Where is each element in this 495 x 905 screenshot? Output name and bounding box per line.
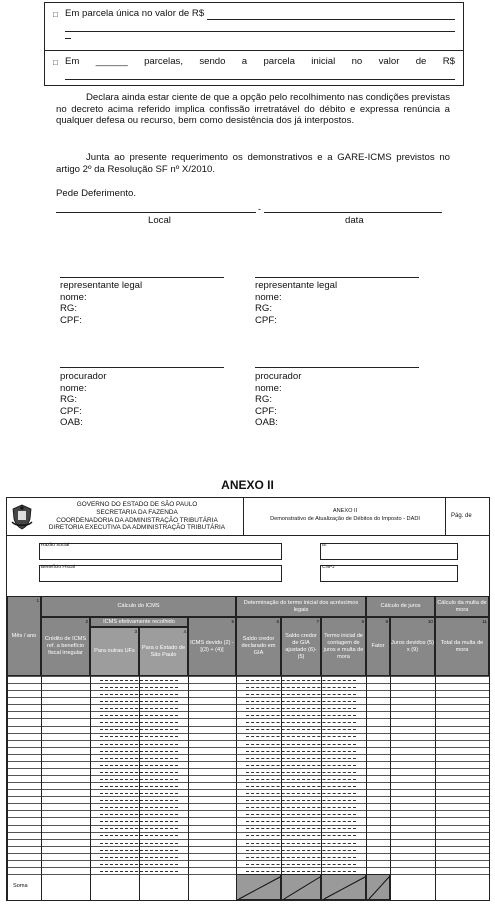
table-row [7, 796, 489, 797]
row-dotted-guide [246, 857, 356, 858]
col-header-outras-ufs [90, 627, 139, 676]
proc-title: procurador [255, 371, 302, 382]
group-header-calc-icms [41, 596, 236, 617]
date-label: data [345, 215, 364, 226]
local-label: Local [148, 215, 171, 226]
option-single-payment [45, 3, 463, 51]
disabled-cell [321, 874, 366, 900]
header-text: Saldo credor de GIA ajustado (6)-(5) [285, 632, 317, 660]
table-row [7, 803, 489, 804]
column-divider [435, 676, 436, 900]
col-number: 10 [427, 619, 433, 624]
gov-line: GOVERNO DO ESTADO DE SÃO PAULO [76, 501, 198, 508]
proc-title: procurador [60, 371, 107, 382]
state-crest-icon [10, 504, 34, 530]
cpf-label: CPF: [60, 405, 82, 417]
header-text: Para o Estado de São Paulo [141, 644, 186, 658]
value-line[interactable] [65, 68, 455, 80]
proc-signature-line-right[interactable] [255, 367, 419, 368]
column-divider [321, 676, 322, 900]
row-dotted-guide [246, 694, 356, 695]
razao-social-field[interactable] [39, 543, 282, 560]
page-label: Pág. de [451, 513, 472, 519]
dadi-form [6, 497, 490, 901]
word: Em [65, 56, 80, 67]
dadi-table [7, 596, 489, 900]
table-row [7, 846, 489, 847]
col-header-termo-inicial [321, 617, 366, 676]
row-dotted-guide [246, 779, 356, 780]
rep-title: representante legal [60, 280, 143, 291]
row-dotted-guide [246, 758, 356, 759]
table-row [7, 690, 489, 691]
col-number: 4 [183, 629, 186, 634]
rg-label: RG: [255, 303, 273, 315]
gov-line: COORDENADORIA DA ADMINISTRAÇÃO TRIBUTÁRIA [56, 516, 218, 524]
oab-label: OAB: [60, 417, 83, 429]
row-dotted-guide [246, 793, 356, 794]
annex-line: ANEXO II [332, 508, 358, 514]
column-divider [7, 676, 8, 900]
soma-label: Soma [13, 883, 28, 889]
installment-count-blank[interactable]: ______ [95, 56, 128, 67]
header-text: Para outras UFs [94, 648, 135, 654]
col-number: 3 [134, 629, 137, 634]
table-row [7, 683, 489, 684]
table-row [7, 676, 489, 677]
header-text: Total da multa de mora [440, 639, 484, 653]
header-text: Cálculo da multa de mora [437, 599, 487, 613]
option-installments-text [65, 56, 455, 68]
col-number: 8 [361, 619, 364, 624]
annex-heading [245, 507, 445, 523]
gov-line: SECRETARIA DA FAZENDA [96, 508, 178, 516]
row-dotted-guide [246, 821, 356, 822]
column-divider [489, 676, 490, 900]
col-header-saldo-ajustado [281, 617, 321, 676]
table-row [7, 740, 489, 741]
field-label: Benefício Fiscal [41, 565, 75, 570]
rg-label: RG: [60, 394, 78, 406]
group-header-determinacao [236, 596, 366, 617]
declaration-paragraph-1 [56, 92, 450, 127]
row-dotted-guide [246, 729, 356, 730]
proc-block-right [255, 371, 301, 429]
table-row [7, 704, 489, 705]
row-dotted-guide [246, 687, 356, 688]
government-heading [37, 501, 237, 532]
row-dotted-guide [246, 765, 356, 766]
table-row [7, 754, 489, 755]
table-row [7, 697, 489, 698]
word: de [415, 56, 427, 67]
annex-line: Demonstrativo de Atualização de Débitos do Imposto - DADI [270, 516, 420, 522]
oab-label: OAB: [255, 417, 278, 429]
row-dotted-guide [246, 751, 356, 752]
declaration-text-2: Junta ao presente requerimento os demonstrativos e a GARE-ICMS previstos no artigo 2º da Resolução SF nº X/2010. [56, 152, 450, 175]
row-dotted-guide [246, 744, 356, 745]
field-label: Razão Social [41, 543, 70, 548]
table-row [7, 832, 489, 833]
col-number: 6 [276, 619, 279, 624]
disabled-cell [281, 874, 321, 900]
column-divider [188, 676, 189, 900]
table-row [7, 733, 489, 734]
word: valor [378, 56, 400, 67]
local-line[interactable] [56, 212, 256, 213]
cpf-label: CPF: [255, 314, 277, 326]
table-row [7, 726, 489, 727]
separator-dash: - [258, 204, 261, 214]
col-header-total-multa [435, 617, 489, 676]
cpf-label: CPF: [255, 405, 277, 417]
table-row [7, 775, 489, 776]
header-text: Juros devidos (5) x (9) [391, 639, 434, 653]
word: parcelas, [144, 56, 183, 67]
nome-label: nome: [60, 382, 87, 394]
col-number: 9 [385, 619, 388, 624]
pede-deferimento: Pede Deferimento. [56, 188, 136, 199]
row-dotted-guide [246, 680, 356, 681]
row-dotted-guide [246, 708, 356, 709]
table-row [7, 825, 489, 826]
col-header-saldo-credor [236, 617, 281, 676]
beneficio-fiscal-field[interactable] [39, 565, 282, 582]
col-header-juros-devidos [390, 617, 435, 676]
table-row [7, 860, 489, 861]
col-number: 5 [231, 619, 234, 624]
group-header-multa [435, 596, 489, 617]
payment-options-box [44, 2, 464, 86]
divider [445, 498, 446, 536]
header-text: Crédito de ICMS ref. a benefício fiscal irregular [44, 636, 87, 656]
header-text: ICMS efetivamente recolhido [103, 618, 175, 625]
table-row [7, 867, 489, 868]
option-installments [45, 51, 463, 85]
column-divider [236, 676, 237, 900]
header-text: Cálculo do ICMS [117, 603, 160, 609]
declaration-paragraph-2 [56, 152, 450, 175]
table-row [7, 789, 489, 790]
rep-title: representante legal [255, 280, 338, 291]
column-divider [139, 676, 140, 900]
table-row [7, 853, 489, 854]
rg-label: RG: [255, 394, 273, 406]
table-row [7, 839, 489, 840]
table-row [7, 810, 489, 811]
rep-block-right [255, 280, 337, 326]
header-text: Saldo credor declarado em GIA [241, 636, 276, 656]
rep-signature-line-right[interactable] [255, 277, 419, 278]
proc-block-left [60, 371, 106, 429]
disabled-cell [236, 874, 281, 900]
rep-block-left [60, 280, 142, 326]
row-dotted-guide [246, 864, 356, 865]
col-number: 11 [482, 619, 487, 624]
col-number: 1 [36, 598, 39, 603]
row-dotted-guide [246, 722, 356, 723]
disabled-cell [366, 874, 390, 900]
cnpj-field[interactable] [320, 565, 458, 582]
row-dotted-guide [246, 828, 356, 829]
column-divider [390, 676, 391, 900]
row-dotted-guide [246, 843, 356, 844]
proc-signature-line-left[interactable] [60, 367, 224, 368]
gov-line: DIRETORIA EXECUTIVA DA ADMINISTRAÇÃO TRIBUTÁRIA [48, 524, 226, 532]
table-row [7, 747, 489, 748]
header-text: Determinação do termo inicial dos acréscimos legais [243, 599, 359, 613]
slash-icon [237, 875, 282, 901]
word: inicial [311, 56, 336, 67]
form-header [7, 498, 489, 536]
rg-label: RG: [60, 303, 78, 315]
slash-icon [322, 875, 367, 901]
row-dotted-guide [246, 772, 356, 773]
word: a [241, 56, 248, 67]
value-line[interactable] [207, 8, 455, 20]
row-dotted-guide [246, 807, 356, 808]
header-text: Mês / ano [11, 632, 37, 639]
value-line[interactable] [65, 38, 71, 39]
ie-field[interactable] [320, 543, 458, 560]
row-dotted-guide [246, 715, 356, 716]
row-dotted-guide [246, 786, 356, 787]
checkbox-single-payment[interactable]: □ [53, 10, 58, 19]
column-divider [281, 676, 282, 900]
anexo-title: ANEXO II [221, 478, 274, 492]
row-dotted-guide [246, 800, 356, 801]
nome-label: nome: [255, 382, 282, 394]
table-row [7, 718, 489, 719]
nome-label: nome: [60, 291, 87, 303]
word: R$ [442, 56, 455, 67]
row-dotted-guide [246, 850, 356, 851]
option-single-payment-text: Em parcela única no valor de R$ [65, 8, 205, 19]
slash-icon [367, 875, 391, 901]
rep-signature-line-left[interactable] [60, 277, 224, 278]
table-row [7, 761, 489, 762]
group-header-efetivamente [90, 617, 188, 627]
row-dotted-guide [246, 871, 356, 872]
table-row [7, 768, 489, 769]
col-number: 7 [316, 619, 319, 624]
slash-icon [282, 875, 322, 901]
group-header-juros [366, 596, 435, 617]
col-number: 2 [85, 619, 88, 624]
date-line[interactable] [264, 212, 442, 213]
declaration-text-1: Declara ainda estar ciente de que a opção pelo recolhimento nas condições previstas no decreto acima referido implica confissão irretratável do débito e expressa renúncia a qualquer defesa ou recurso, bem como desistência dos já interpostos. [56, 92, 450, 127]
column-divider [90, 676, 91, 900]
header-text: Termo inicial de contagem de juros e multa de mora [323, 632, 364, 660]
word: parcela [263, 56, 295, 67]
word: no [351, 56, 363, 67]
col-header-sao-paulo [139, 627, 188, 676]
table-row [7, 782, 489, 783]
col-header-mes [7, 596, 41, 676]
table-row [7, 817, 489, 818]
word: sendo [199, 56, 226, 67]
cpf-label: CPF: [60, 314, 82, 326]
checkbox-installments[interactable]: □ [53, 58, 58, 67]
col-header-credito [41, 617, 90, 676]
row-dotted-guide [246, 835, 356, 836]
row-dotted-guide [246, 814, 356, 815]
field-label: IE [322, 543, 327, 548]
table-row [7, 711, 489, 712]
column-divider [366, 676, 367, 900]
header-text: Fator [371, 643, 385, 649]
value-line[interactable] [65, 20, 455, 32]
divider [243, 498, 244, 536]
nome-label: nome: [255, 291, 282, 303]
col-header-fator [366, 617, 390, 676]
field-label: CNPJ [322, 565, 335, 570]
row-dotted-guide [246, 701, 356, 702]
col-header-icms-devido [188, 617, 236, 676]
header-text: ICMS devido (2) - [(3) + (4)] [190, 639, 234, 653]
column-divider [41, 676, 42, 900]
header-text: Cálculo de juros [380, 603, 421, 609]
row-dotted-guide [246, 736, 356, 737]
